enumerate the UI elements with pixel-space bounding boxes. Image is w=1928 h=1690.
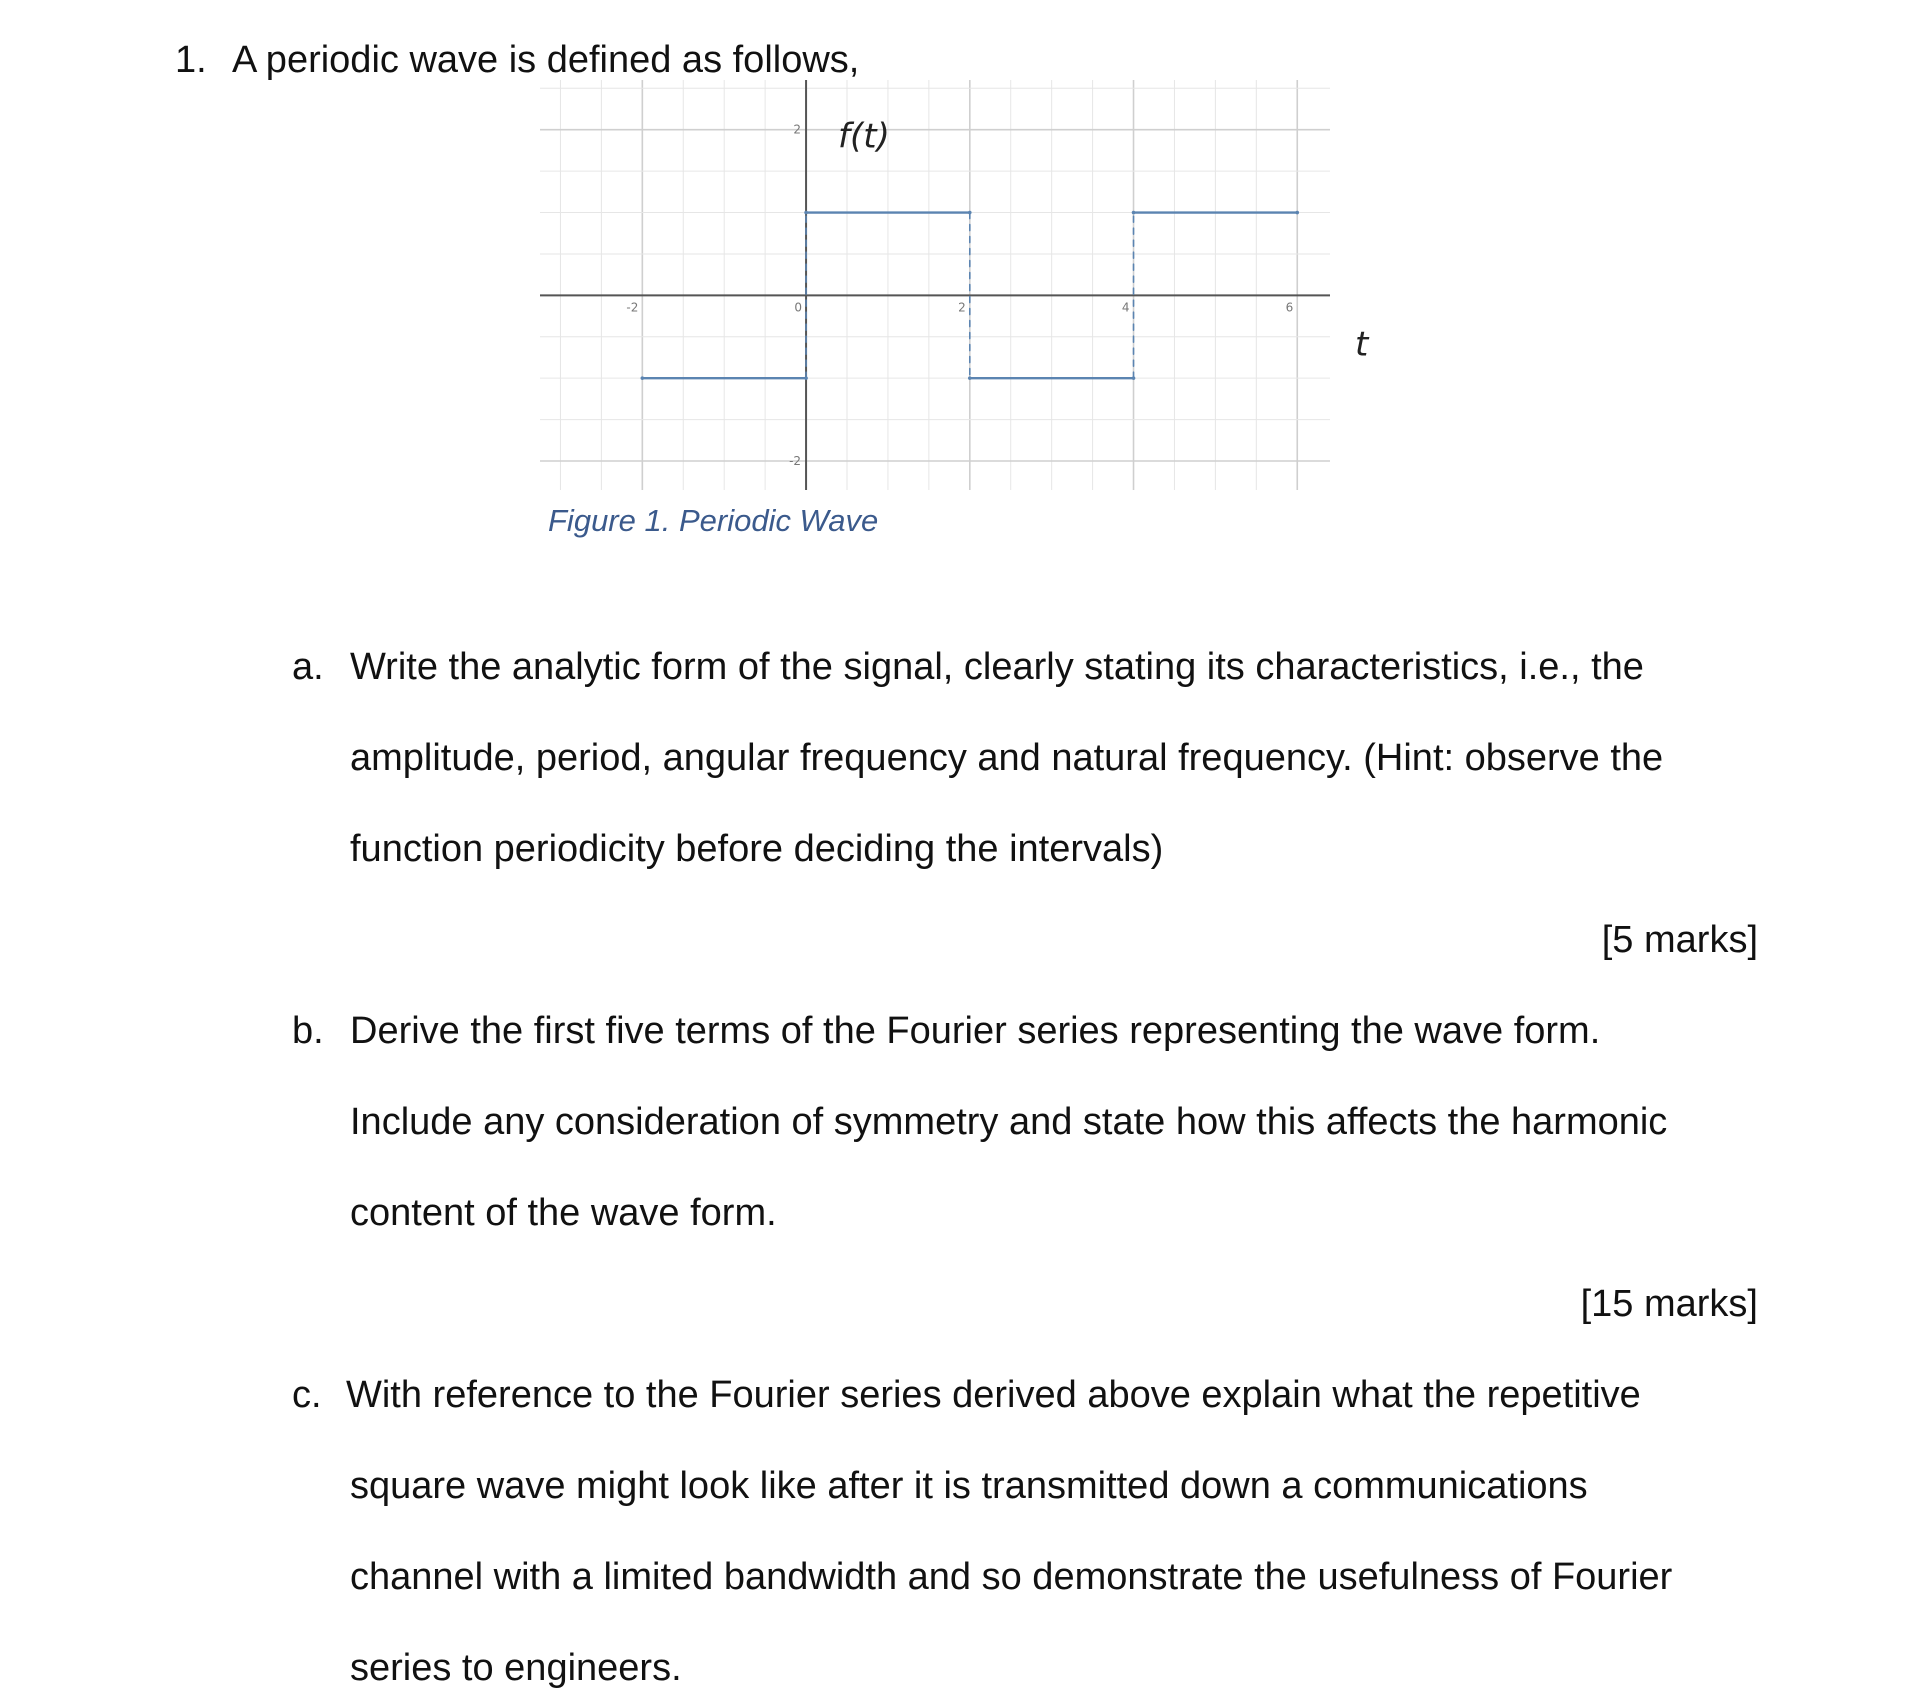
x-tick-label: -2: [626, 300, 639, 315]
wave-point: [641, 376, 645, 380]
wave-point: [968, 211, 972, 215]
wave-point: [1132, 211, 1136, 215]
figure-caption: Figure 1. Periodic Wave: [548, 503, 879, 538]
wave-point: [1132, 376, 1136, 380]
x-tick-label: 0: [794, 300, 803, 315]
question-number: 1.: [175, 39, 207, 81]
part-c-line-3: channel with a limited bandwidth and so demonstrate the usefulness of Fourier: [350, 1556, 1673, 1598]
part-b-marks: [15 marks]: [1580, 1283, 1758, 1325]
part-c-line-2: square wave might look like after it is transmitted down a communications: [350, 1465, 1588, 1507]
wave-point: [968, 376, 972, 380]
y-tick-label: 2: [793, 122, 802, 137]
y-tick-label: -2: [789, 454, 802, 469]
chart-axes: [540, 80, 1330, 490]
wave-point: [804, 376, 808, 380]
x-tick-label: 6: [1285, 300, 1294, 315]
part-a-line-2: amplitude, period, angular frequency and natural frequency. (Hint: observe the: [350, 737, 1664, 779]
part-a-line-3: function periodicity before deciding the intervals): [350, 828, 1164, 870]
periodic-wave-chart: [540, 80, 1369, 495]
wave-point: [1295, 211, 1299, 215]
question-intro: A periodic wave is defined as follows,: [232, 39, 860, 81]
wave-point: [804, 211, 808, 215]
part-b-letter: b.: [292, 1010, 324, 1052]
y-axis-label: f(t): [838, 116, 890, 157]
x-tick-label: 2: [958, 300, 966, 315]
part-c-line-4: series to engineers.: [350, 1647, 682, 1689]
part-c-line-1: With reference to the Fourier series derived above explain what the repetitive: [346, 1374, 1641, 1416]
x-axis-label: t: [1355, 324, 1369, 365]
chart-grid: [540, 80, 1330, 490]
part-b-line-1: Derive the first five terms of the Fourier series representing the wave form.: [350, 1010, 1601, 1052]
part-b-line-3: content of the wave form.: [350, 1192, 777, 1234]
part-a-letter: a.: [292, 646, 324, 688]
x-tick-label: 4: [1121, 300, 1130, 315]
part-c-letter: c.: [292, 1374, 322, 1416]
part-a-line-1: Write the analytic form of the signal, clearly stating its characteristics, i.e., the: [350, 646, 1644, 688]
part-a-marks: [5 marks]: [1601, 919, 1758, 961]
part-b-line-2: Include any consideration of symmetry and state how this affects the harmonic: [350, 1101, 1668, 1143]
